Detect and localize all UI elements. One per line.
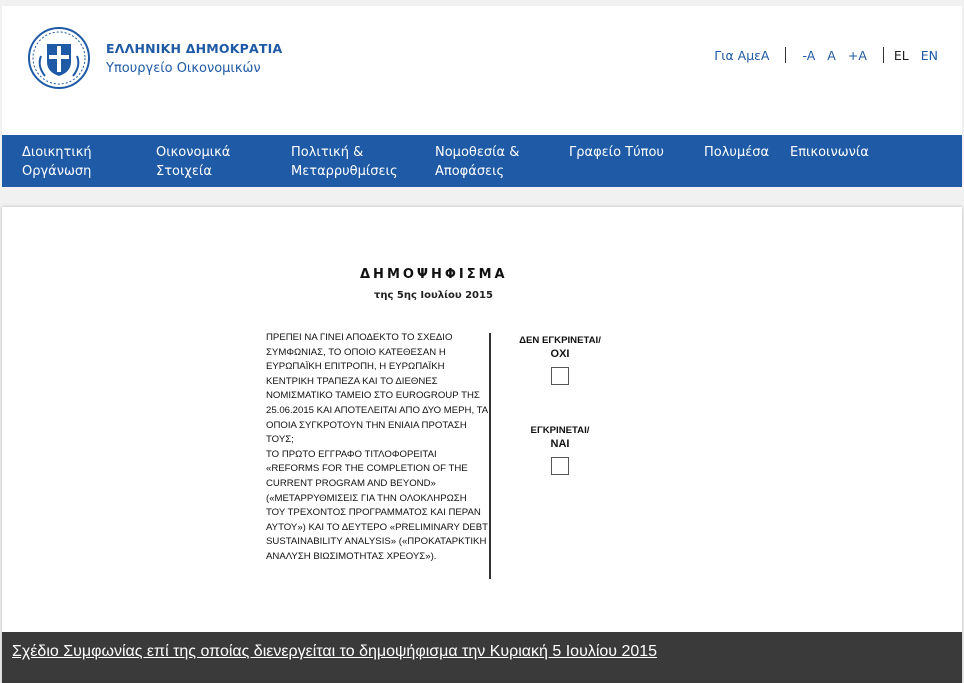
ballot-question [266,331,488,565]
main-nav [2,135,962,187]
nav-item-policy-reforms[interactable] [291,143,398,181]
divider [883,47,884,63]
nav-item-label: Νομοθεσία & [435,145,520,160]
ballot-paragraph: ΤΟ ΠΡΩΤΟ ΕΓΓΡΑΦΟ ΤΙΤΛΟΦΟΡΕΙΤΑΙ «REFORMS FOR THE COMPLETION OF THE CURRENT PROGRAM AND BEYOND» («ΜΕΤΑΡΡΥΘΜΙΣΕΙΣ ΓΙΑ ΤΗΝ ΟΛΟΚΛΗΡΩΣΗ ΤΟΥ ΤΡΕΧΟΝΤΟΣ ΠΡΟΓΡΑΜΜΑΤΟΣ ΚΑΙ ΠΕΡΑΝ ΑΥΤΟΥ») ΚΑΙ ΤΟ ΔΕΥΤΕΡΟ «PRELIMINARY DEBT SUSTAINABILITY ANALYSIS» («ΠΡΟΚΑΤΑΡΚΤΙΚΗ ΑΝΑΛΥΣΗ ΒΙΩΣΙΜΟΤΗΤΑΣ ΧΡΕΟΥΣ»). [266,448,488,562]
nav-item-economic-data[interactable] [156,143,230,181]
nav-item-label: Πολυμέσα [704,145,770,160]
nav-item-administration[interactable] [22,143,92,181]
option-no-checkbox[interactable] [551,367,569,385]
nav-item-press-office[interactable] [569,143,664,162]
nav-item-label: Αποφάσεις [435,164,505,179]
nav-item-legislation[interactable] [435,143,519,181]
caption-link[interactable]: Σχέδιο Συμφωνίας επί της οποίας διενεργείται το δημοψήφισμα την Κυριακή 5 Ιουλίου 2015 [12,643,658,660]
nav-item-label: Επικοινωνία [790,145,869,160]
nav-item-multimedia[interactable] [704,143,769,162]
font-normal-button[interactable]: A [827,47,836,63]
language-en[interactable]: EN [920,47,938,63]
language-el[interactable]: EL [893,47,909,63]
nav-item-contact[interactable] [790,143,869,162]
divider [785,47,786,63]
ballot-subtitle: της 5ης Ιουλίου 2015 [374,290,493,301]
font-decrease-button[interactable]: -A [802,47,816,63]
nav-item-label: Πολιτική & [291,145,364,160]
option-no-word: ΟΧΙ [550,348,570,360]
nav-item-label: Διοικητική [22,145,92,160]
ballot-title: ΔΗΜΟΨΗΦΙΣΜΑ [360,267,508,282]
accessibility-link[interactable]: Για ΑμεΑ [714,47,770,63]
nav-item-label: Στοιχεία [156,164,212,179]
option-yes-word: ΝΑΙ [550,438,570,450]
option-yes-checkbox[interactable] [551,457,569,475]
option-yes-label: ΕΓΚΡΙΝΕΤΑΙ/ [530,425,590,436]
brand-title[interactable]: ΕΛΛΗΝΙΚΗ ΔΗΜΟΚΡΑΤΙΑ [106,41,283,56]
slideshow-panel [2,207,962,683]
brand-subtitle[interactable]: Υπουργείο Οικονομικών [106,61,261,76]
site-header [2,6,962,135]
nav-item-label: Οικονομικά [156,145,231,160]
nav-item-label: Γραφείο Τύπου [569,145,664,160]
greek-coat-of-arms-icon[interactable] [27,26,91,90]
ballot-divider [489,333,491,579]
ballot-paragraph: ΠΡΕΠΕΙ ΝΑ ΓΙΝΕΙ ΑΠΟΔΕΚΤΟ ΤΟ ΣΧΕΔΙΟ ΣΥΜΦΩΝΙΑΣ, ΤΟ ΟΠΟΙΟ ΚΑΤΕΘΕΣΑΝ Η ΕΥΡΩΠΑΪΚΗ ΕΠΙΤΡΟΠΗ, Η ΕΥΡΩΠΑΪΚΗ ΚΕΝΤΡΙΚΗ ΤΡΑΠΕΖΑ ΚΑΙ ΤΟ ΔΙΕΘΝΕΣ ΝΟΜΙΣΜΑΤΙΚΟ ΤΑΜΕΙΟ ΣΤΟ EUROGROUP ΤΗΣ 25.06.2015 ΚΑΙ ΑΠΟΤΕΛΕΙΤΑΙ ΑΠΟ ΔΥΟ ΜΕΡΗ, ΤΑ ΟΠΟΙΑ ΣΥΓΚΡΟΤΟΥΝ ΤΗΝ ΕΝΙΑΙΑ ΠΡΟΤΑΣΗ ΤΟΥΣ; [266,332,488,446]
header-tools [708,47,938,63]
caption-bar [2,632,962,683]
nav-item-label: Οργάνωση [22,164,92,179]
option-no-label: ΔΕΝ ΕΓΚΡΙΝΕΤΑΙ/ [519,335,601,346]
font-increase-button[interactable]: +A [847,47,867,63]
nav-item-label: Μεταρρυθμίσεις [291,164,398,179]
